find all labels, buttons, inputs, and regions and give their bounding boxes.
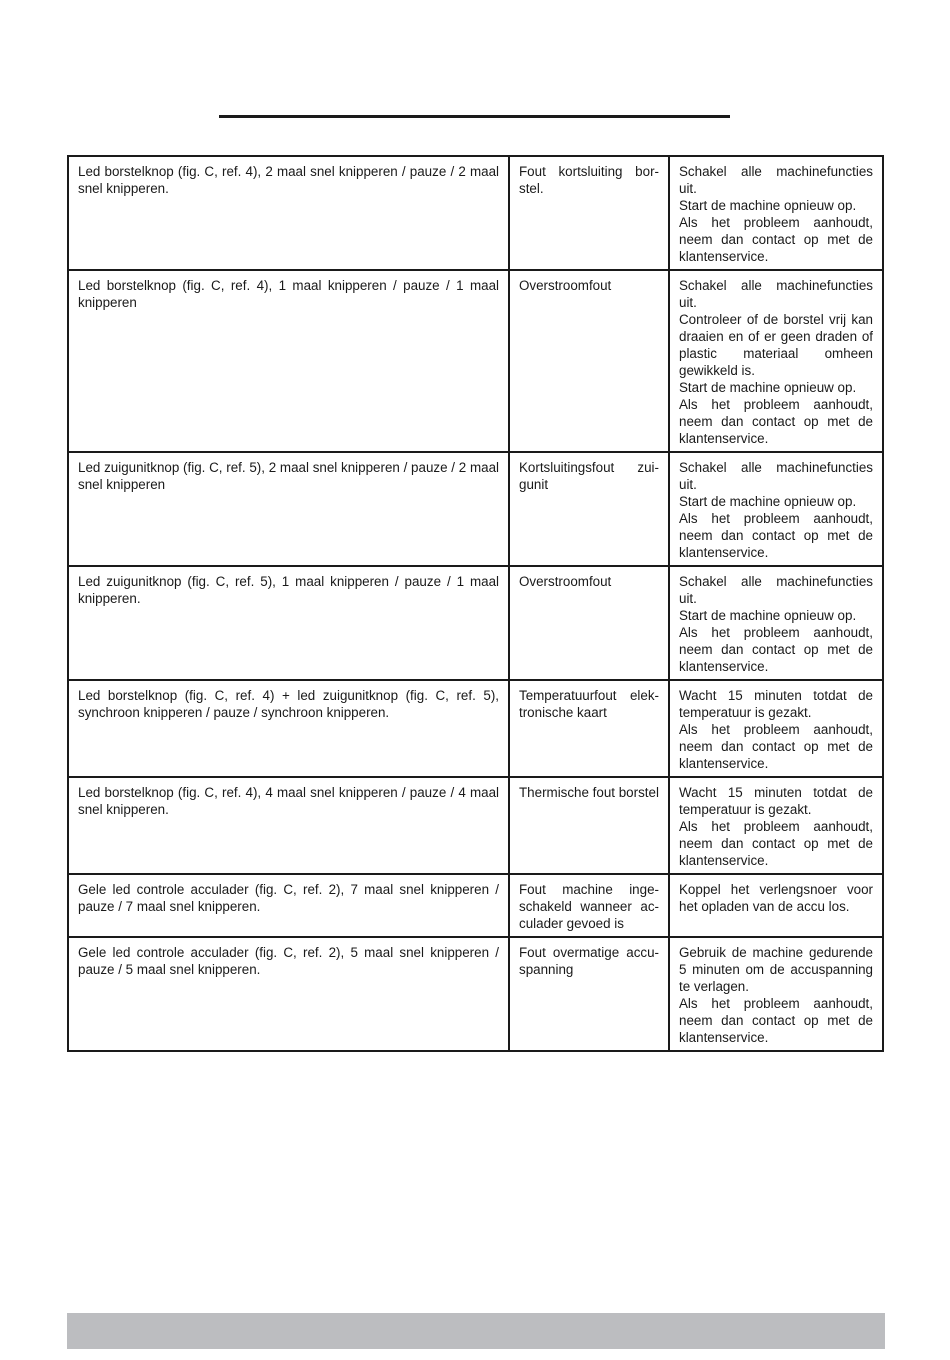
table-row (68, 566, 883, 680)
remedy-line: Koppel het verlengsnoer voor het opladen van de accu los. (679, 882, 873, 914)
table-row (68, 452, 883, 566)
cause-cell: Thermische fout borstel (509, 777, 669, 874)
table-row (68, 937, 883, 1051)
cause-cell: Kortsluitingsfout zuigunit (509, 452, 669, 566)
remedy-cell (669, 937, 883, 1051)
remedy-cell (669, 874, 883, 937)
remedy-line: Schakel alle machinefuncties uit. (679, 164, 873, 196)
remedy-line: Start de machine opnieuw op. (679, 494, 857, 509)
signal-cell: Gele led controle acculader (fig. C, ref. 2), 7 maal snel knipperen / pauze / 7 maal snel knipperen. (68, 874, 509, 937)
signal-cell: Led borstelknop (fig. C, ref. 4), 2 maal snel knipperen / pauze / 2 maal snel knipperen. (68, 156, 509, 270)
table-row (68, 680, 883, 777)
table-row (68, 156, 883, 270)
remedy-cell (669, 452, 883, 566)
troubleshooting-table (67, 155, 884, 1052)
remedy-cell (669, 566, 883, 680)
remedy-line: Gebruik de machine gedurende 5 minuten om de accuspanning te verlagen. (679, 945, 873, 994)
table-row (68, 874, 883, 937)
remedy-line: Als het probleem aanhoudt, neem dan contact op met de klantenservice. (679, 722, 873, 771)
signal-cell: Led zuigunitknop (fig. C, ref. 5), 2 maal snel knipperen / pauze / 2 maal snel knipperen (68, 452, 509, 566)
signal-cell: Led borstelknop (fig. C, ref. 4), 4 maal snel knipperen / pauze / 4 maal snel knipperen. (68, 777, 509, 874)
remedy-line: Als het probleem aanhoudt, neem dan contact op met de klantenservice. (679, 996, 873, 1045)
remedy-line: Schakel alle machinefuncties uit. (679, 460, 873, 492)
remedy-line: Start de machine opnieuw op. (679, 380, 857, 395)
cause-cell: Fout overmatige accuspanning (509, 937, 669, 1051)
signal-cell: Led zuigunitknop (fig. C, ref. 5), 1 maal knipperen / pauze / 1 maal knipperen. (68, 566, 509, 680)
remedy-line: Schakel alle machinefuncties uit. (679, 574, 873, 606)
cause-cell: Overstroomfout (509, 270, 669, 452)
signal-cell: Led borstelknop (fig. C, ref. 4) + led zuigunitknop (fig. C, ref. 5), synchroon knipperen / pauze / synchroon knipperen. (68, 680, 509, 777)
cause-cell: Fout machine ingeschakeld wanneer acculader gevoed is (509, 874, 669, 937)
remedy-line: Als het probleem aanhoudt, neem dan contact op met de klantenservice. (679, 625, 873, 674)
signal-cell: Led borstelknop (fig. C, ref. 4), 1 maal knipperen / pauze / 1 maal knipperen (68, 270, 509, 452)
remedy-cell (669, 156, 883, 270)
cause-cell: Fout kortsluiting borstel. (509, 156, 669, 270)
remedy-cell (669, 270, 883, 452)
remedy-line: Als het probleem aanhoudt, neem dan contact op met de klantenservice. (679, 215, 873, 264)
remedy-line: Start de machine opnieuw op. (679, 608, 857, 623)
remedy-line: Wacht 15 minuten totdat de temperatuur is gezakt. (679, 785, 873, 817)
remedy-line: Controleer of de borstel vrij kan draaien en of er geen draden of plastic materiaal omheen gewikkeld is. (679, 312, 873, 378)
remedy-line: Schakel alle machinefuncties uit. (679, 278, 873, 310)
cause-cell: Overstroomfout (509, 566, 669, 680)
remedy-cell (669, 777, 883, 874)
remedy-cell (669, 680, 883, 777)
table-row (68, 777, 883, 874)
footer-bar (67, 1313, 885, 1349)
signal-cell: Gele led controle acculader (fig. C, ref. 2), 5 maal snel knipperen / pauze / 5 maal snel knipperen. (68, 937, 509, 1051)
remedy-line: Wacht 15 minuten totdat de temperatuur is gezakt. (679, 688, 873, 720)
remedy-line: Start de machine opnieuw op. (679, 198, 857, 213)
header-rule (219, 115, 730, 118)
remedy-line: Als het probleem aanhoudt, neem dan contact op met de klantenservice. (679, 397, 873, 446)
remedy-line: Als het probleem aanhoudt, neem dan contact op met de klantenservice. (679, 511, 873, 560)
cause-cell: Temperatuurfout elektronische kaart (509, 680, 669, 777)
remedy-line: Als het probleem aanhoudt, neem dan contact op met de klantenservice. (679, 819, 873, 868)
table-row (68, 270, 883, 452)
